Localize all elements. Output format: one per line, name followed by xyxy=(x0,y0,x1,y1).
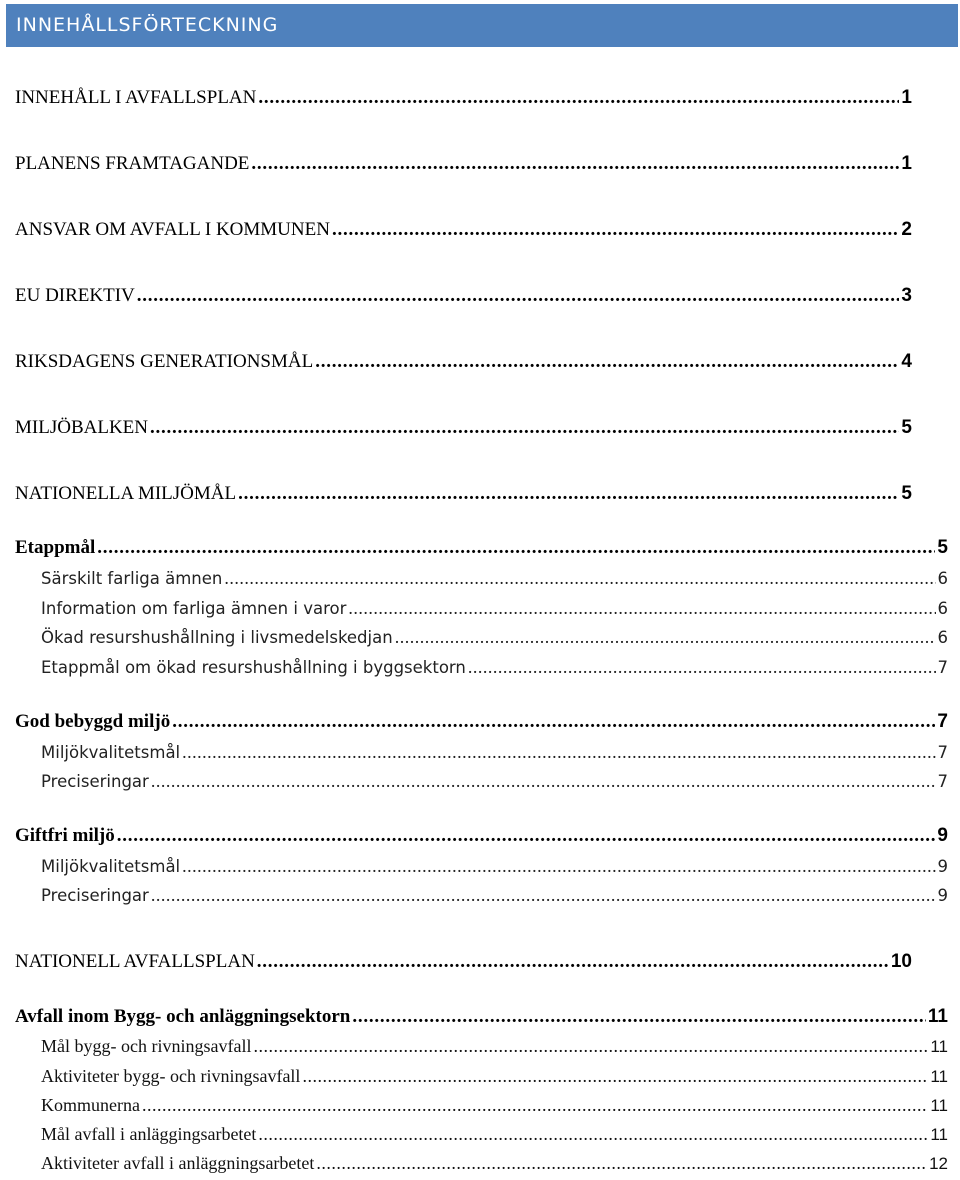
toc-entry-page: 9 xyxy=(937,825,948,846)
toc-entry-label: Aktiviteter avfall i anläggningsarbetet xyxy=(41,1153,315,1173)
toc-heading: INNEHÅLLSFÖRTECKNING xyxy=(16,14,279,36)
dot-leader xyxy=(251,153,899,175)
toc-entry-avfall-bygg-anlaggning[interactable] xyxy=(15,1006,948,1028)
toc-entry-aktiviteter-bygg-rivningsavfall[interactable] xyxy=(41,1066,948,1087)
toc-entry-label: NATIONELL AVFALLSPLAN xyxy=(15,951,255,972)
toc-entry-information-farliga-amnen[interactable] xyxy=(41,598,948,619)
toc-entry-miljobalken[interactable] xyxy=(15,417,912,439)
dot-leader xyxy=(182,856,935,877)
dot-leader xyxy=(182,742,935,763)
toc-entry-label: Mål avfall i anläggingsarbetet xyxy=(41,1124,257,1144)
toc-entry-page: 4 xyxy=(901,351,912,372)
toc-entry-page: 6 xyxy=(937,599,948,618)
toc-entry-label: NATIONELLA MILJÖMÅL xyxy=(15,483,237,504)
toc-entry-kommunerna[interactable] xyxy=(41,1095,948,1116)
dot-leader xyxy=(253,1036,928,1057)
toc-entry-page: 11 xyxy=(930,1125,948,1144)
toc-entry-label: Avfall inom Bygg- och anläggningsektorn xyxy=(15,1006,351,1027)
toc-entry-ansvar-om-avfall[interactable] xyxy=(15,219,912,241)
toc-entry-mal-avfall-anlaggingsarbetet[interactable] xyxy=(41,1124,948,1145)
toc-entry-label: Information om farliga ämnen i varor xyxy=(41,599,347,618)
dot-leader xyxy=(332,219,899,241)
toc-entry-label: Etappmål om ökad resurshushållning i byggsektorn xyxy=(41,658,466,677)
dot-leader xyxy=(238,483,899,505)
toc-entry-label: Mål bygg- och rivningsavfall xyxy=(41,1036,252,1056)
toc-entry-label: Giftfri miljö xyxy=(15,825,115,846)
toc-entry-label: INNEHÅLL I AVFALLSPLAN xyxy=(15,87,257,108)
toc-entry-god-bebyggd-miljo[interactable] xyxy=(15,711,948,733)
toc-entry-sarskilt-farliga-amnen[interactable] xyxy=(41,568,948,589)
toc-entry-mal-bygg-rivningsavfall[interactable] xyxy=(41,1036,948,1057)
dot-leader xyxy=(315,351,899,373)
toc-entry-label: MILJÖBALKEN xyxy=(15,417,148,438)
toc-entry-label: Preciseringar xyxy=(41,772,149,791)
toc-entry-page: 6 xyxy=(937,569,948,588)
toc-entry-okad-resurshushallning-livsmedel[interactable] xyxy=(41,627,948,648)
toc-entry-planens-framtagande[interactable] xyxy=(15,153,912,175)
dot-leader xyxy=(352,1006,926,1028)
toc-entry-page: 7 xyxy=(937,743,948,762)
toc-entry-page: 1 xyxy=(901,153,912,174)
dot-leader xyxy=(172,711,935,733)
toc-entry-etappmal[interactable] xyxy=(15,537,948,559)
dot-leader xyxy=(316,1153,927,1174)
dot-leader xyxy=(224,568,935,589)
toc-entry-page: 5 xyxy=(901,417,912,438)
toc-entry-page: 6 xyxy=(937,628,948,647)
toc-entry-label: Preciseringar xyxy=(41,886,149,905)
toc-entry-label: ANSVAR OM AVFALL I KOMMUNEN xyxy=(15,219,330,240)
toc-entry-eu-direktiv[interactable] xyxy=(15,285,912,307)
dot-leader xyxy=(151,885,936,906)
toc-entry-page: 7 xyxy=(937,772,948,791)
dot-leader xyxy=(258,1124,928,1145)
toc-entry-page: 3 xyxy=(901,285,912,306)
toc-entry-page: 7 xyxy=(937,658,948,677)
toc-entry-riksdagens-generationsmal[interactable] xyxy=(15,351,912,373)
toc-entry-giftfri-miljo[interactable] xyxy=(15,825,948,847)
toc-entry-label: PLANENS FRAMTAGANDE xyxy=(15,153,250,174)
toc-entry-label: Miljökvalitetsmål xyxy=(41,743,181,762)
toc-entry-label: Miljökvalitetsmål xyxy=(41,857,181,876)
toc-entry-page: 11 xyxy=(930,1037,948,1056)
dot-leader xyxy=(257,951,889,973)
toc-entry-page: 2 xyxy=(901,219,912,240)
dot-leader xyxy=(258,87,899,109)
toc-entry-label: God bebyggd miljö xyxy=(15,711,171,732)
dot-leader xyxy=(302,1066,928,1087)
dot-leader xyxy=(348,598,935,619)
dot-leader xyxy=(468,657,936,678)
toc-entry-innehall-i-avfallsplan[interactable] xyxy=(15,87,912,109)
dot-leader xyxy=(117,825,936,847)
toc-entry-page: 11 xyxy=(930,1067,948,1086)
toc-entry-preciseringar-2[interactable] xyxy=(41,885,948,906)
toc-entry-label: Ökad resurshushållning i livsmedelskedjan xyxy=(41,628,393,647)
toc-entry-label: EU DIREKTIV xyxy=(15,285,135,306)
toc-entry-page: 1 xyxy=(901,87,912,108)
toc-entry-etappmal-byggsektorn[interactable] xyxy=(41,657,948,678)
toc-entry-page: 10 xyxy=(890,951,912,972)
toc-entry-miljokvalitetsmal-2[interactable] xyxy=(41,856,948,877)
dot-leader xyxy=(97,537,935,559)
toc-entry-page: 7 xyxy=(937,711,948,732)
toc-entry-page: 11 xyxy=(927,1006,948,1027)
toc-entry-page: 5 xyxy=(937,537,948,558)
toc-entry-page: 9 xyxy=(937,886,948,905)
toc-entry-page: 9 xyxy=(937,857,948,876)
dot-leader xyxy=(142,1095,928,1116)
dot-leader xyxy=(151,771,936,792)
toc-entry-nationella-miljomal[interactable] xyxy=(15,483,912,505)
toc-entry-page: 12 xyxy=(929,1154,948,1173)
toc-entry-page: 11 xyxy=(930,1096,948,1115)
dot-leader xyxy=(150,417,899,439)
toc-entry-label: Etappmål xyxy=(15,537,96,558)
toc-entry-page: 5 xyxy=(901,483,912,504)
toc-entry-label: Kommunerna xyxy=(41,1095,140,1115)
toc-entry-aktiviteter-avfall-anlaggningsarbetet[interactable] xyxy=(41,1153,948,1174)
toc-entry-nationell-avfallsplan[interactable] xyxy=(15,951,912,973)
toc-entry-miljokvalitetsmal-1[interactable] xyxy=(41,742,948,763)
toc-entry-preciseringar-1[interactable] xyxy=(41,771,948,792)
toc-entry-label: RIKSDAGENS GENERATIONSMÅL xyxy=(15,351,314,372)
toc-entry-label: Aktiviteter bygg- och rivningsavfall xyxy=(41,1066,301,1086)
toc-entry-label: Särskilt farliga ämnen xyxy=(41,569,223,588)
dot-leader xyxy=(137,285,900,307)
dot-leader xyxy=(395,627,936,648)
